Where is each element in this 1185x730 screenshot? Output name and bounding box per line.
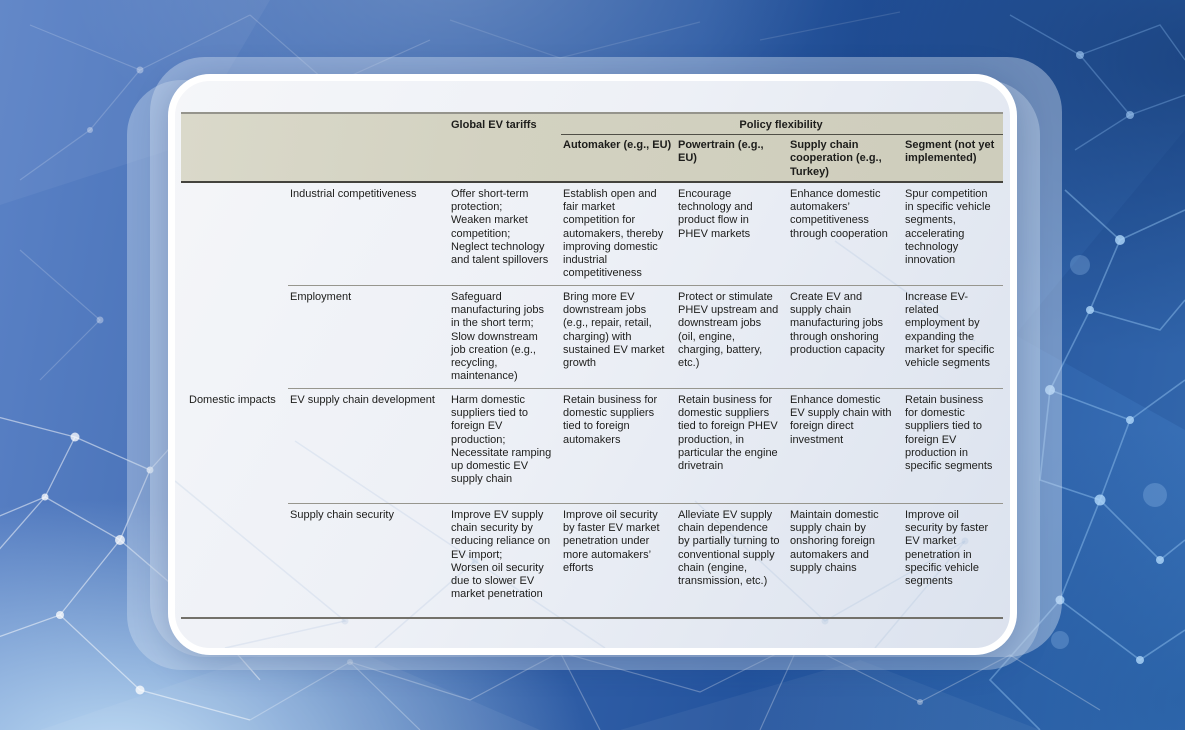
table-cell: Retain business for domestic suppliers tied to foreign EV production in specific segments [903, 389, 1003, 504]
col-header-global-ev-tariffs: Global EV tariffs [451, 119, 537, 131]
row-label-ev-supply-chain-development: EV supply chain development [288, 389, 449, 504]
row-group-label-domestic-impacts: Domestic impacts [189, 394, 276, 406]
table-cell: Retain business for domestic suppliers tied to foreign automakers [561, 389, 676, 504]
table-cell: Create EV and supply chain manufacturing jobs through onshoring production capacity [788, 286, 903, 389]
col-header-supply-chain-cooperation: Supply chain cooperation (e.g., Turkey) [790, 139, 882, 178]
plexus-lines-top-middle [450, 12, 900, 58]
table-cell: Encourage technology and product flow in PHEV markets [676, 183, 788, 286]
table-cell: Maintain domestic supply chain by onshoring foreign automakers and supply chains [790, 509, 879, 574]
table-cell: Safeguard manufacturing jobs in the short term; Slow downstream job creation (e.g., recycling, maintenance) [449, 286, 561, 389]
table-cell: Harm domestic suppliers tied to foreign EV production; Necessitate ramping up domestic EV supply chain [449, 389, 561, 504]
table-body [181, 183, 1003, 619]
table-cell: Enhance domestic EV supply chain with foreign direct investment [788, 389, 903, 504]
table-cell: Spur competition in specific vehicle segments, accelerating technology innovation [903, 183, 1003, 286]
table-cell: Improve EV supply chain security by reducing reliance on EV import; Worsen oil security due to slower EV market penetration [451, 509, 551, 601]
table-cell: Alleviate EV supply chain dependence by partially turning to conventional supply chain (engine, transmission, etc.) [678, 509, 780, 588]
table-cell: Improve oil security by faster EV market penetration under more automakers’ efforts [563, 509, 660, 574]
table-cell: Protect or stimulate PHEV upstream and downstream jobs (oil, engine, charging, battery, etc.) [676, 286, 788, 389]
row-label-supply-chain-security: Supply chain security [290, 509, 394, 521]
col-header-automaker: Automaker (e.g., EU) [563, 139, 672, 151]
col-header-powertrain: Powertrain (e.g., EU) [678, 139, 764, 165]
row-label-employment: Employment [288, 286, 449, 389]
col-group-header-policy-flexibility: Policy flexibility [561, 114, 1003, 135]
table-header [181, 112, 1003, 183]
col-header-segment: Segment (not yet implemented) [905, 139, 995, 165]
table-cell: Offer short-term protection; Weaken market competition; Neglect technology and talent spillovers [449, 183, 561, 286]
table-cell: Enhance domestic automakers’ competitiveness through cooperation [788, 183, 903, 286]
ev-tariff-policy-table [181, 112, 1003, 619]
table-cell: Improve oil security by faster EV market penetration in specific vehicle segments [905, 509, 989, 588]
table-cell: Establish open and fair market competition for automakers, thereby improving domestic industrial competitiveness [561, 183, 676, 286]
table-cell: Bring more EV downstream jobs (e.g., repair, retail, charging) with sustained EV market growth [561, 286, 676, 389]
table-cell: Increase EV-related employment by expanding the market for specific vehicle segments [903, 286, 1003, 389]
row-label-industrial-competitiveness: Industrial competitiveness [288, 183, 449, 286]
table-cell: Retain business for domestic suppliers tied to foreign PHEV production, in particular the engine drivetrain [676, 389, 788, 504]
